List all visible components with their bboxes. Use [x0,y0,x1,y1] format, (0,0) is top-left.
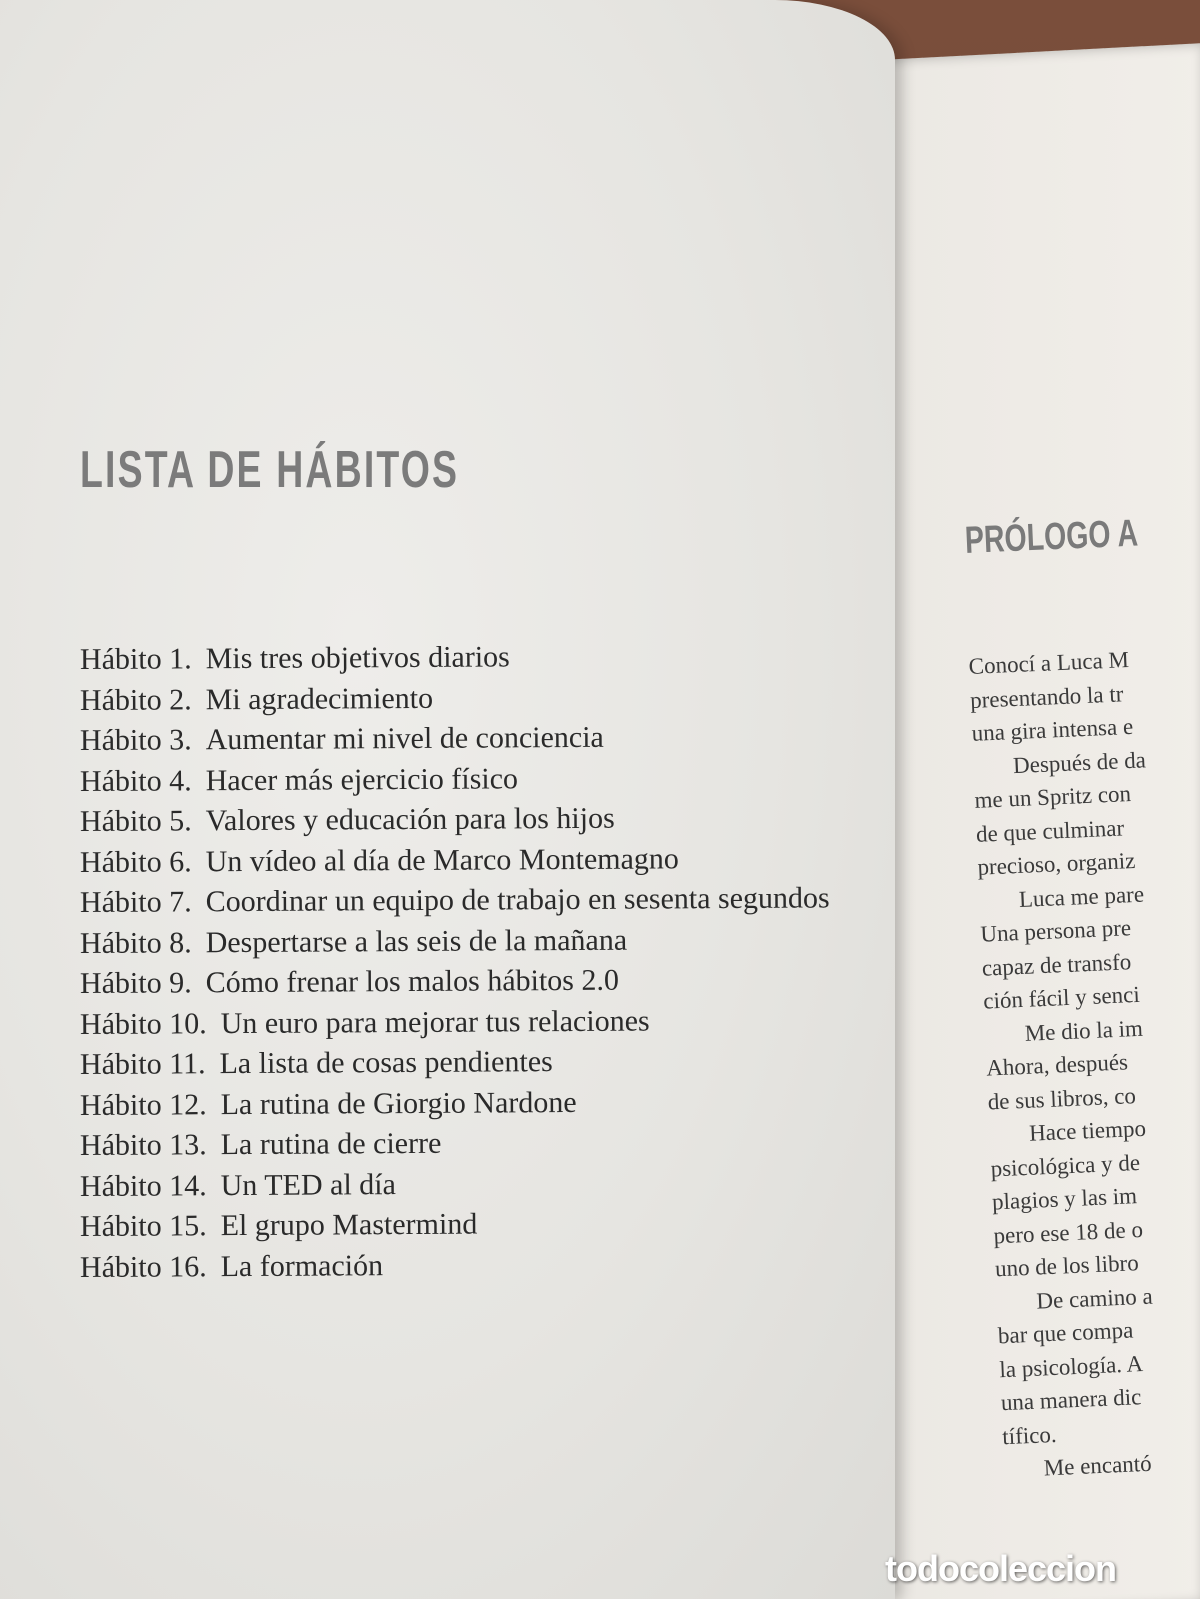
habit-number: Hábito 2. [79,682,192,717]
habit-number: Hábito 3. [79,723,192,757]
right-page-line: Después de da [1012,746,1147,778]
habit-text: La lista de cosas pendientes [219,1045,553,1081]
habit-number: Hábito 1. [79,642,192,676]
habit-item [80,635,880,680]
habit-item [80,757,880,802]
right-page-line: Luca me pare [1018,881,1145,912]
right-page-line: tífico. [1001,1421,1058,1449]
right-page-line: precioso, organiz [976,847,1136,880]
habits-list [80,640,880,1288]
right-page-line: Hace tiempo [1028,1115,1147,1146]
right-page-text [968,640,1200,1487]
habit-text: La rutina de cierre [220,1126,442,1162]
right-page-line: Ahora, después [985,1049,1129,1081]
right-page-line: capaz de transfo [981,948,1132,981]
habit-item [80,716,880,761]
habit-number: Hábito 10. [79,1006,207,1041]
habit-text: Coordinar un equipo de trabajo en sesenta segundos [205,881,830,919]
habit-text: Hacer más ejercicio físico [205,761,519,797]
habit-item [80,1202,880,1247]
right-page-line: me un Spritz con [974,781,1132,813]
habit-text: Aumentar mi nivel de conciencia [205,720,604,757]
right-page-line: Me dio la im [1024,1015,1144,1046]
habit-text: La formación [220,1248,384,1283]
right-page-line: uno de los libro [994,1250,1140,1282]
right-page-line: Conocí a Luca M [968,647,1130,679]
habit-item [80,676,880,721]
right-page-line: bar que compa [997,1317,1134,1349]
habit-number: Hábito 13. [79,1128,207,1162]
page-title: LISTA DE HÁBITOS [80,441,460,499]
habit-item [80,797,880,842]
habit-number: Hábito 4. [79,763,192,798]
right-page-title: PRÓLOGO A [964,512,1139,562]
habit-item [80,1081,880,1126]
habit-text: La rutina de Giorgio Nardone [220,1085,577,1121]
habit-number: Hábito 14. [79,1168,207,1203]
habit-text: Despertarse a las seis de la mañana [205,923,628,959]
right-page-line: Me encantó [1043,1450,1153,1481]
right-page-line: una manera dic [1000,1384,1142,1416]
right-page-line: ción fácil y senci [982,981,1141,1014]
right-page-line: una gira intensa e [971,713,1134,746]
habit-item [80,1040,880,1085]
right-page-line: la psicología. A [998,1350,1144,1382]
habit-text: Un euro para mejorar tus relaciones [220,1004,650,1040]
habit-text: El grupo Mastermind [220,1207,478,1243]
habit-item [80,919,880,964]
habit-item [80,1243,880,1288]
right-page-line: psicológica y de [990,1149,1141,1181]
right-page-line: de que culminar [975,814,1125,847]
habit-item [80,1162,880,1207]
watermark-logo: todocoleccion [885,1548,1117,1589]
habit-number: Hábito 11. [79,1047,206,1081]
habit-text: Un TED al día [220,1167,396,1202]
habit-number: Hábito 16. [79,1249,207,1284]
right-page-line: Una persona pre [979,915,1132,947]
habit-item [80,838,880,883]
habit-number: Hábito 5. [79,804,192,838]
right-page-line: presentando la tr [969,680,1124,713]
habit-item [80,959,880,1004]
habit-number: Hábito 8. [79,925,192,960]
habit-item [80,1000,880,1045]
right-page-line: pero ese 18 de o [993,1216,1144,1248]
habit-number: Hábito 6. [79,844,192,879]
habit-number: Hábito 12. [79,1087,207,1122]
habit-text: Un vídeo al día de Marco Montemagno [205,841,679,878]
habit-text: Cómo frenar los malos hábitos 2.0 [205,963,620,1000]
habit-number: Hábito 9. [79,966,192,1000]
habit-item [80,1121,880,1166]
habit-item [80,878,880,923]
right-page-line: de sus libros, co [987,1082,1137,1115]
habit-text: Mi agradecimiento [205,681,434,716]
habit-number: Hábito 7. [79,885,192,919]
habit-text: Mis tres objetivos diarios [205,640,510,676]
right-page-line: plagios y las im [991,1183,1138,1215]
right-page-line: De camino a [1035,1283,1154,1314]
habit-text: Valores y educación para los hijos [205,801,615,838]
habit-number: Hábito 15. [79,1209,207,1243]
